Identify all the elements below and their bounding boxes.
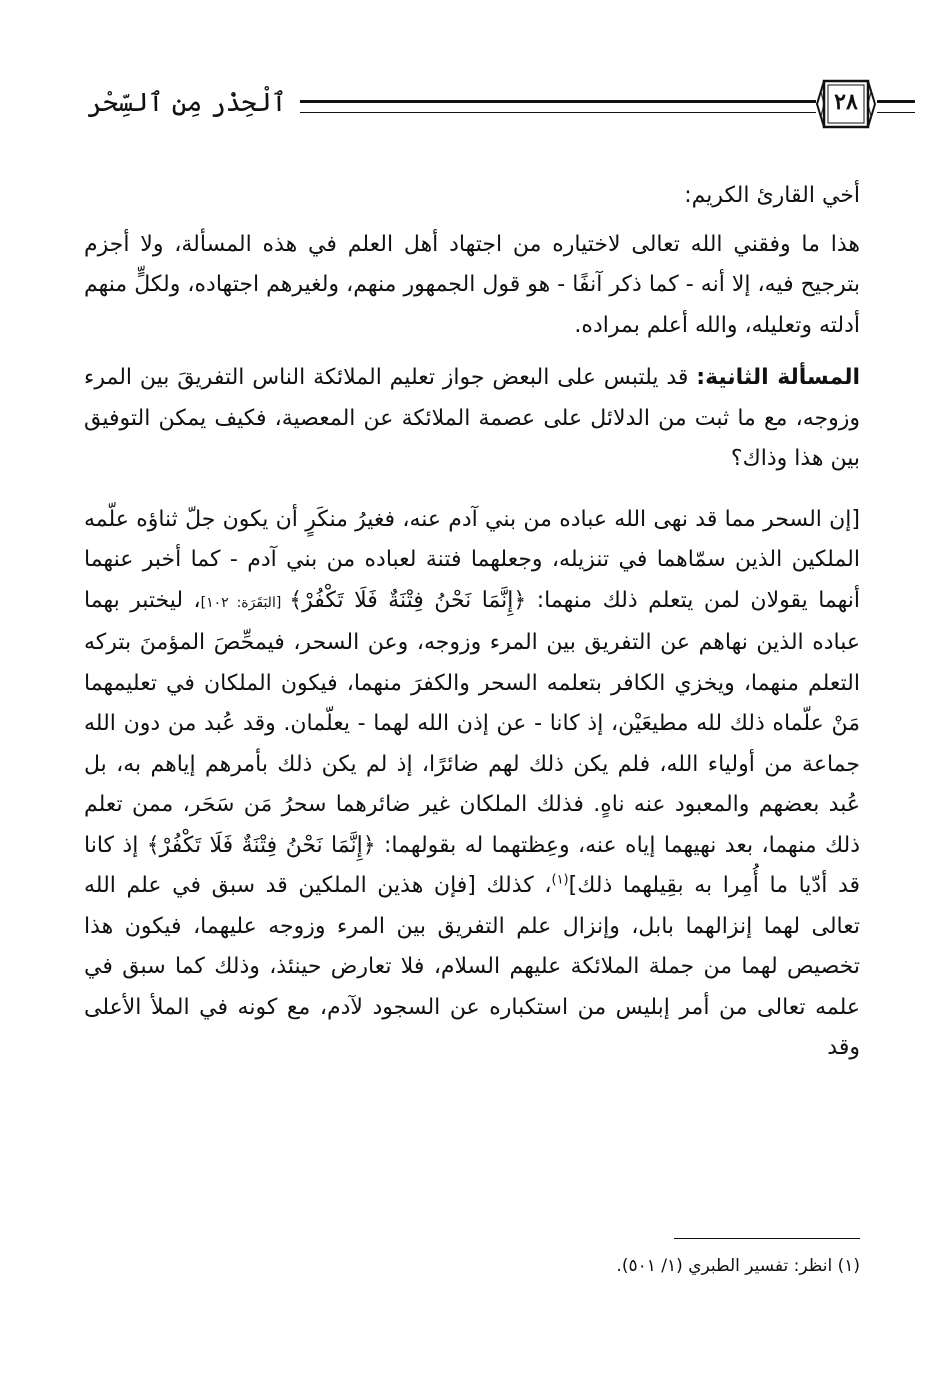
page-header <box>82 78 858 134</box>
quran-verse: ﴿إِنَّمَا نَحْنُ فِتْنَةٌ فَلَا تَكْفُرْ﴾ <box>146 832 376 858</box>
header-rule-left <box>300 100 816 113</box>
header-rule-right <box>877 100 915 113</box>
paragraph-text: [إن السحر مما قد نهى الله عباده من بني آدم عنه، فغيرُ منكَرٍ أن يكون جلّ ثناؤه علّمه الملكين الذين سمّاهما في تنزيله، وجعلهما فتنة لعباده من بني آدم - كما أخبر عنهما أنهما يقولان لمن يتعلم ذلك منهما: <box>84 506 860 613</box>
paragraph-greeting: أخي القارئ الكريم: <box>684 183 860 208</box>
page-body <box>84 176 860 1069</box>
quran-verse: ﴿إِنَّمَا نَحْنُ فِتْنَةٌ فَلَا تَكْفُرْ﴾ <box>289 587 527 613</box>
verse-reference: [البَقَرَة: ١٠٢] <box>200 594 290 611</box>
paragraph-text: ، كذلك [فإن هذين الملكين قد سبق في علم الله تعالى لهما إنزالهما بابل، وإنزال علم التفريق بين المرء وزوجه عليهما، فيكون هذا تخصيص لهما من جملة الملائكة عليهم السلام، فلا تعارض حينئذ، وذلك كما سبق في علمه تعالى من أمر إبليس من استكباره عن السجود لآدم، مع كونه في الملأ الأعلى وقد <box>84 873 860 1060</box>
paragraph-text: ، ليختبر بهما عباده الذين نهاهم عن التفريق بين المرء وزوجه، وعن السحر، فيمحِّصَ المؤمنَ بتركه التعلم منهما، ويخزي الكافر بتعلمه السحر والكفرَ منهما، فيكون الملكان في تعليمهما مَنْ علّماه ذلك لله مطيعَيْن، إذ كانا - عن إذن الله لهما - يعلّمان. وقد عُبد من دون الله جماعة من أولياء الله، فلم يكن ذلك لهم ضائرًا، إذ لم يكن ذلك بأمرهم إياهم به، بل عُبد بعضهم والمعبود عنه ناهٍ. فذلك الملكان غير ضائرهما سحرُ مَن سَحَر، ممن تعلم ذلك منهما، بعد نهيهما إياه عنه، وعِظتهما له بقولهما: <box>84 587 860 858</box>
section-heading: المسألة الثانية: <box>696 365 860 390</box>
footnote-marker: (١) <box>551 872 569 888</box>
paragraph-quotation <box>84 500 860 1069</box>
paragraph-text: قد يلتبس على البعض جواز تعليم الملائكة الناس التفريقَ بين المرء وزوجه، مع ما ثبت من الدلائل على عصمة الملائكة عن المعصية، فكيف يمكن التوفيق بين هذا وذاك؟ <box>84 365 860 471</box>
book-title: ٱلْحِذْر مِن ٱلسِّحْر <box>87 88 287 118</box>
page-number-frame <box>816 78 876 130</box>
paragraph-text: إذ كانا قد أدّيا ما أُمِرا به بقِيلهما ذلك] <box>84 832 861 898</box>
paragraph-second-issue <box>84 358 860 480</box>
footnote: (١) انظر: تفسير الطبري (١/ ٥٠١). <box>616 1256 860 1276</box>
paragraph-opinion: هذا ما وفقني الله تعالى لاختياره من اجتهاد أهل العلم في هذه المسألة، ولا أجزم بترجيح فيه، إلا أنه - كما ذكر آنفًا - هو قول الجمهور منهم، ولغيرهم اجتهاده، ولكلٍّ منهم أدلته وتعليله، والله أعلم بمراده. <box>84 231 860 338</box>
page-number: ٢٨ <box>834 89 858 115</box>
footnote-separator <box>674 1238 860 1239</box>
